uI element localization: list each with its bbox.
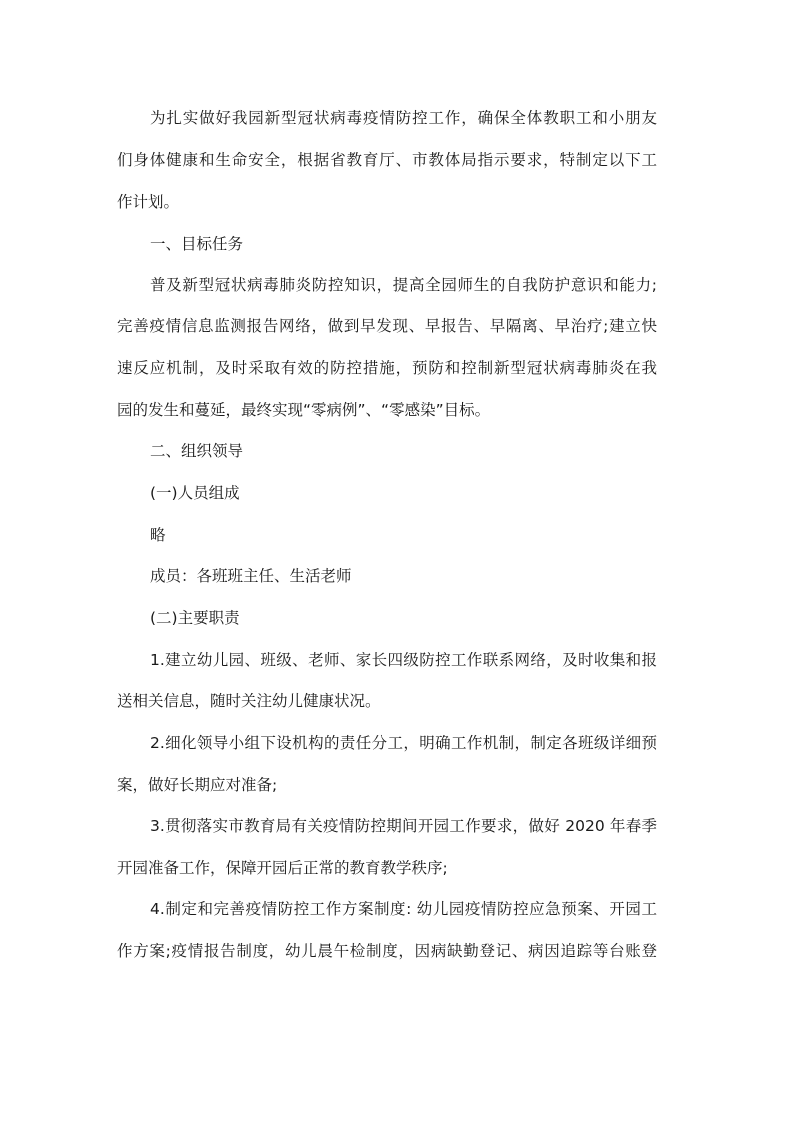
paragraph-goals-line-1: 普及新型冠状病毒肺炎防控知识，提高全园师生的自我防护意识和能力; [150, 276, 657, 294]
members-omitted: 略 [150, 526, 166, 544]
paragraph-goals-line-3: 速反应机制，及时采取有效的防控措施，预防和控制新型冠状病毒肺炎在我 [117, 359, 657, 377]
subheading-members: (一)人员组成 [150, 484, 240, 502]
duty-4-line-2: 作方案;疫情报告制度，幼儿晨午检制度，因病缺勤登记、病因追踪等台账登 [117, 942, 657, 960]
paragraph-goals-line-4: 园的发生和蔓延，最终实现“零病例”、“零感染”目标。 [117, 401, 491, 419]
paragraph-goals-line-2: 完善疫情信息监测报告网络，做到早发现、早报告、早隔离、早治疗;建立快 [117, 317, 657, 335]
paragraph-intro-line-2: 们身体健康和生命安全，根据省教育厅、市教体局指示要求，特制定以下工 [117, 151, 657, 169]
duty-3-line-2: 开园准备工作，保障开园后正常的教育教学秩序; [117, 859, 448, 877]
duty-3-line-1: 3.贯彻落实市教育局有关疫情防控期间开园工作要求，做好 2020 年春季 [150, 817, 657, 835]
section-heading-goals: 一、目标任务 [150, 235, 244, 253]
duty-1-line-1: 1.建立幼儿园、班级、老师、家长四级防控工作联系网络，及时收集和报 [150, 651, 657, 669]
duty-4-line-1: 4.制定和完善疫情防控工作方案制度: 幼儿园疫情防控应急预案、开园工 [150, 900, 657, 918]
members-list: 成员：各班班主任、生活老师 [150, 567, 352, 585]
duty-2-line-2: 案，做好长期应对准备; [117, 776, 278, 794]
duty-1-line-2: 送相关信息，随时关注幼儿健康状况。 [117, 692, 381, 710]
paragraph-intro-line-1: 为扎实做好我园新型冠状病毒疫情防控工作，确保全体教职工和小朋友 [150, 109, 657, 127]
duty-2-line-1: 2.细化领导小组下设机构的责任分工，明确工作机制，制定各班级详细预 [150, 734, 657, 752]
paragraph-intro-line-3: 作计划。 [117, 193, 180, 211]
section-heading-organization: 二、组织领导 [150, 442, 244, 460]
subheading-duties: (二)主要职责 [150, 609, 240, 627]
